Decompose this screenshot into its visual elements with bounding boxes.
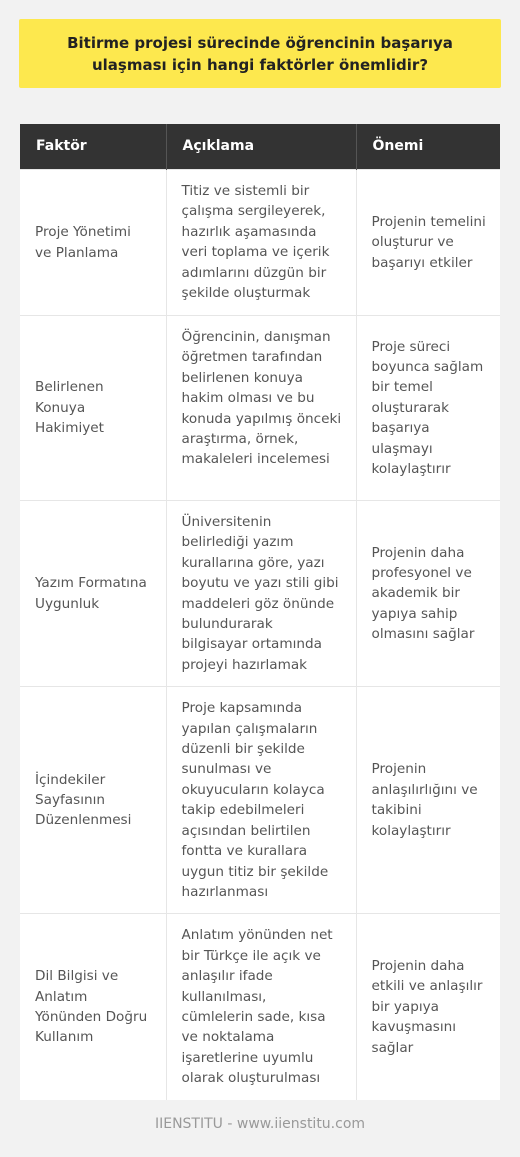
importance-cell: Projenin daha etkili ve anlaşılır bir yapıya kavuşmasını sağlar	[356, 914, 500, 1100]
footer-credit: IIENSTITU - www.iienstitu.com	[154, 1116, 366, 1132]
description-cell: Proje kapsamında yapılan çalışmaların düzenli bir şekilde sunulması ve okuyucuların kolayca takip edebilmeleri açısından belirtilen fontta ve kurallara uygun titiz bir şekilde hazırlanması	[166, 687, 356, 914]
importance-cell: Projenin anlaşılırlığını ve takibini kolaylaştırır	[356, 687, 500, 914]
description-cell: Anlatım yönünden net bir Türkçe ile açık ve anlaşılır ifade kullanılması, cümlelerin sade, kısa ve noktalama işaretlerine uyumlu olarak oluşturulması	[166, 914, 356, 1100]
factor-cell: Proje Yönetimi ve Planlama	[20, 170, 166, 316]
factor-cell: Yazım Formatına Uygunluk	[20, 501, 166, 687]
description-cell: Titiz ve sistemli bir çalışma sergileyerek, hazırlık aşamasında veri toplama ve içerik adımlarını düzgün bir şekilde oluşturmak	[166, 170, 356, 316]
table-row	[20, 501, 500, 687]
title-banner	[19, 19, 501, 88]
column-header-factor: Faktör	[20, 124, 166, 170]
description-cell: Üniversitenin belirlediği yazım kurallarına göre, yazı boyutu ve yazı stili gibi maddeleri göz önünde bulundurarak bilgisayar ortamında projeyi hazırlamak	[166, 501, 356, 687]
table-row	[20, 914, 500, 1100]
importance-cell: Projenin temelini oluşturur ve başarıyı etkiler	[356, 170, 500, 316]
table-row	[20, 170, 500, 316]
table-row	[20, 316, 500, 501]
importance-cell: Projenin daha profesyonel ve akademik bir yapıya sahip olmasını sağlar	[356, 501, 500, 687]
factors-table	[20, 124, 500, 1100]
column-header-importance: Önemi	[356, 124, 500, 170]
table-header-row	[20, 124, 500, 170]
factor-cell: İçindekiler Sayfasının Düzenlenmesi	[20, 687, 166, 914]
description-cell: Öğrencinin, danışman öğretmen tarafından belirlenen konuya hakim olması ve bu konuda yapılmış önceki araştırma, örnek, makaleleri incelemesi	[166, 316, 356, 501]
column-header-description: Açıklama	[166, 124, 356, 170]
page-title: Bitirme projesi sürecinde öğrencinin başarıya ulaşması için hangi faktörler önemlidir?	[67, 33, 453, 74]
factor-cell: Belirlenen Konuya Hakimiyet	[20, 316, 166, 501]
importance-cell: Proje süreci boyunca sağlam bir temel oluşturarak başarıya ulaşmayı kolaylaştırır	[356, 316, 500, 501]
factor-cell: Dil Bilgisi ve Anlatım Yönünden Doğru Kullanım	[20, 914, 166, 1100]
table-row	[20, 687, 500, 914]
